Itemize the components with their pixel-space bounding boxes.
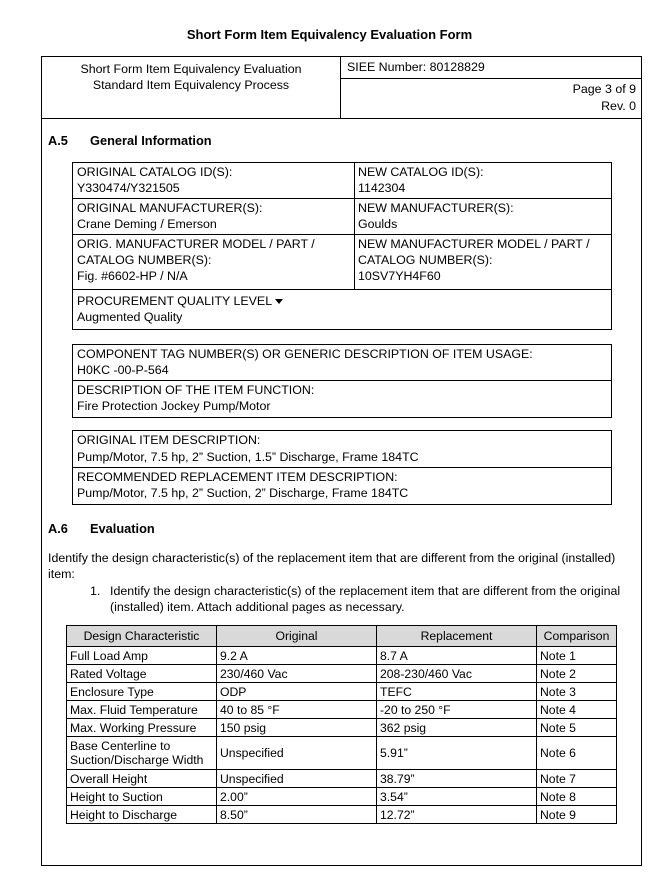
cell-original: 2.00”: [217, 788, 377, 806]
cell-comparison: Note 5: [537, 719, 617, 737]
cell-replacement: 5.91”: [377, 737, 537, 770]
orig-catalog-value: Y330474/Y321505: [77, 181, 180, 195]
revision: Rev. 0: [601, 99, 636, 113]
cell-comparison: Note 1: [537, 647, 617, 665]
divider: [72, 198, 612, 199]
cell-characteristic: Max. Working Pressure: [67, 719, 217, 737]
divider: [72, 467, 612, 468]
cell-replacement: 12.72”: [377, 806, 537, 824]
rec-desc-value: Pump/Motor, 7.5 hp, 2” Suction, 2” Discharge, Frame 184TC: [77, 486, 409, 500]
table-row: [67, 647, 617, 665]
cell-characteristic: Enclosure Type: [67, 683, 217, 701]
pql-value: Augmented Quality: [77, 310, 183, 324]
new-catalog-value: 1142304: [358, 181, 406, 195]
page-number: Page 3 of 9: [572, 82, 636, 96]
cell-characteristic: Height to Suction: [67, 788, 217, 806]
new-catalog-label: NEW CATALOG ID(S):: [358, 165, 484, 179]
siee-number: SIEE Number: 80128829: [341, 57, 641, 79]
section-a6-number: A.6: [48, 521, 68, 536]
cell-original: 150 psig: [217, 719, 377, 737]
cell-replacement: -20 to 250 °F: [377, 701, 537, 719]
cell-comparison: Note 9: [537, 806, 617, 824]
cell-replacement: 362 psig: [377, 719, 537, 737]
cell-comparison: Note 3: [537, 683, 617, 701]
evaluation-intro-line-2: item:: [48, 567, 75, 581]
cell-original: 8.50”: [217, 806, 377, 824]
header-comparison: Comparison: [537, 626, 617, 647]
table-row: [67, 683, 617, 701]
tag-label: COMPONENT TAG NUMBER(S) OR GENERIC DESCRIPTION OF ITEM USAGE:: [77, 347, 533, 361]
new-model-label-1: NEW MANUFACTURER MODEL / PART /: [358, 237, 590, 251]
section-a5-number: A.5: [48, 133, 68, 148]
cell-replacement: TEFC: [377, 683, 537, 701]
rec-desc-label: RECOMMENDED REPLACEMENT ITEM DESCRIPTION:: [77, 470, 398, 484]
orig-model-label-1: ORIG. MANUFACTURER MODEL / PART /: [77, 237, 315, 251]
new-mfr-value: Goulds: [358, 217, 398, 231]
cell-original: 40 to 85 °F: [217, 701, 377, 719]
table-row: [67, 665, 617, 683]
new-model-value: 10SV7YH4F60: [358, 269, 441, 283]
cell-comparison: Note 2: [537, 665, 617, 683]
header-line-1: Short Form Item Equivalency Evaluation: [80, 62, 302, 76]
cell-comparison: Note 7: [537, 770, 617, 788]
section-a6-title: Evaluation: [90, 521, 155, 536]
header-line-2: Standard Item Equivalency Process: [92, 78, 290, 92]
cell-original: 230/460 Vac: [217, 665, 377, 683]
cell-characteristic: Base Centerline to Suction/Discharge Width: [67, 737, 217, 770]
table-row: [67, 701, 617, 719]
cell-replacement: 8.7 A: [377, 647, 537, 665]
orig-mfr-value: Crane Deming / Emerson: [77, 217, 217, 231]
function-label: DESCRIPTION OF THE ITEM FUNCTION:: [77, 383, 315, 397]
item-text-line-2: (installed) item. Attach additional pages as necessary.: [110, 600, 405, 614]
cell-characteristic: Height to Discharge: [67, 806, 217, 824]
evaluation-intro-line-1: Identify the design characteristic(s) of the replacement item that are different from the original (installed): [48, 551, 616, 565]
cell-original: ODP: [217, 683, 377, 701]
cell-replacement: 38.79”: [377, 770, 537, 788]
header-original: Original: [217, 626, 377, 647]
new-mfr-label: NEW MANUFACTURER(S):: [358, 201, 514, 215]
header-form-name: [42, 57, 341, 119]
cell-original: Unspecified: [217, 770, 377, 788]
divider: [72, 380, 612, 381]
item-text-line-1: Identify the design characteristic(s) of the replacement item that are different from the original: [110, 584, 621, 598]
dropdown-caret-icon[interactable]: [275, 299, 283, 304]
document-title: Short Form Item Equivalency Evaluation Form: [186, 27, 473, 42]
procurement-quality-level-dropdown[interactable]: [74, 293, 283, 310]
table-row: [67, 806, 617, 824]
table-row: [67, 788, 617, 806]
cell-comparison: Note 4: [537, 701, 617, 719]
evaluation-table: [66, 625, 617, 824]
item-number: 1.: [90, 584, 101, 598]
orig-desc-label: ORIGINAL ITEM DESCRIPTION:: [77, 433, 261, 447]
table-row: [67, 737, 617, 770]
orig-desc-value: Pump/Motor, 7.5 hp, 2” Suction, 1.5” Discharge, Frame 184TC: [77, 450, 419, 464]
cell-original: 9.2 A: [217, 647, 377, 665]
table-header-row: [67, 626, 617, 647]
divider: [72, 234, 612, 235]
orig-catalog-label: ORIGINAL CATALOG ID(S):: [77, 165, 233, 179]
header-design-characteristic: Design Characteristic: [67, 626, 217, 647]
pql-label: PROCUREMENT QUALITY LEVEL: [77, 294, 273, 308]
cell-characteristic: Rated Voltage: [67, 665, 217, 683]
new-model-label-2: CATALOG NUMBER(S):: [358, 253, 493, 267]
divider: [72, 289, 612, 290]
table-row: [67, 719, 617, 737]
cell-replacement: 208-230/460 Vac: [377, 665, 537, 683]
header-replacement: Replacement: [377, 626, 537, 647]
orig-model-value: Fig. #6602-HP / N/A: [77, 269, 188, 283]
page-info: [341, 79, 641, 119]
function-value: Fire Protection Jockey Pump/Motor: [77, 399, 271, 413]
cell-replacement: 3.54”: [377, 788, 537, 806]
cell-characteristic: Overall Height: [67, 770, 217, 788]
cell-characteristic: Full Load Amp: [67, 647, 217, 665]
orig-mfr-label: ORIGINAL MANUFACTURER(S):: [77, 201, 263, 215]
cell-characteristic: Max. Fluid Temperature: [67, 701, 217, 719]
orig-model-label-2: CATALOG NUMBER(S):: [77, 253, 212, 267]
cell-comparison: Note 8: [537, 788, 617, 806]
table-row: [67, 770, 617, 788]
cell-comparison: Note 6: [537, 737, 617, 770]
tag-value: H0KC -00-P-564: [77, 363, 169, 377]
cell-original: Unspecified: [217, 737, 377, 770]
section-a5-title: General Information: [90, 133, 212, 148]
